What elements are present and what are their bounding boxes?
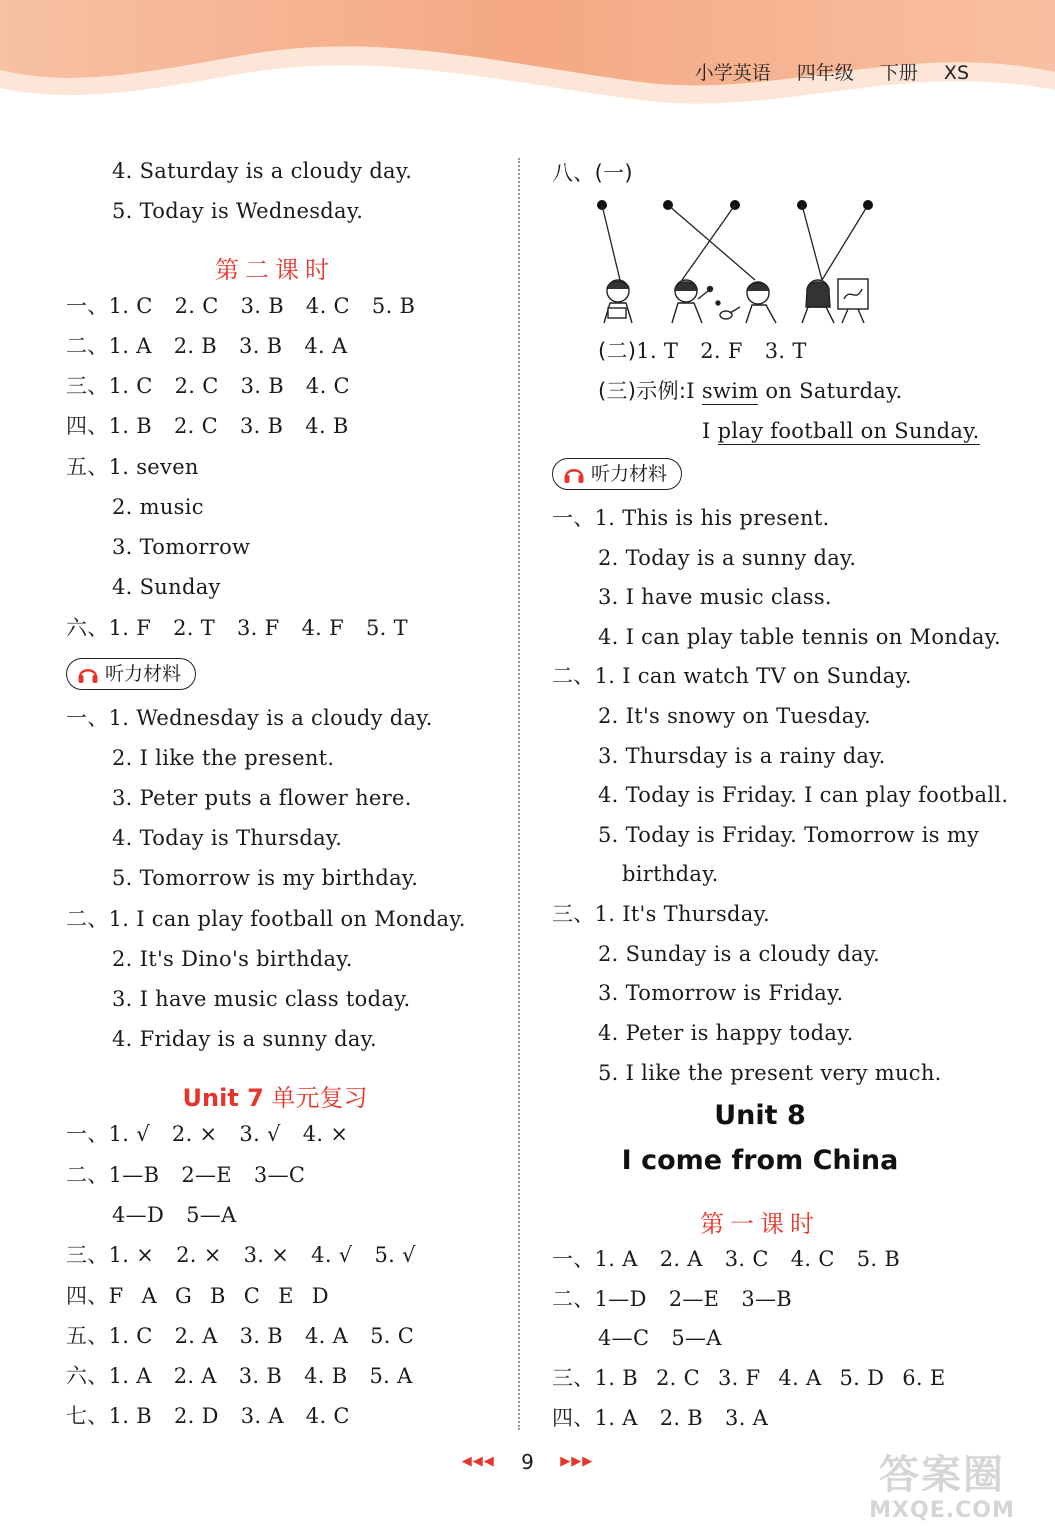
answer-row bbox=[552, 1365, 946, 1391]
answer-item: 1. A bbox=[108, 1364, 152, 1388]
tag-label: 听力材料 bbox=[591, 463, 668, 485]
script-line: 4. Today is Thursday. bbox=[112, 826, 343, 850]
script-line: 2. It's Dino's birthday. bbox=[112, 947, 353, 971]
answer-row bbox=[66, 373, 372, 399]
answer-row bbox=[552, 901, 770, 927]
answer-item: 5. B bbox=[371, 294, 416, 318]
answer-item: 4. A bbox=[305, 1324, 349, 1348]
section-label: 二、 bbox=[552, 664, 595, 688]
header-volume: 下册 bbox=[879, 62, 918, 84]
answer-item: 1. × bbox=[108, 1243, 155, 1267]
answer-item: 2. C bbox=[173, 414, 218, 438]
answer-item: 3—B bbox=[741, 1287, 793, 1311]
watermark-url: MXQE.COM bbox=[869, 1498, 1015, 1523]
answer-item: 3. F bbox=[717, 1366, 761, 1390]
answer-row bbox=[598, 338, 829, 364]
example-text: on Saturday. bbox=[758, 379, 903, 403]
answer-item: 1. B bbox=[108, 1404, 152, 1428]
answer-row bbox=[66, 615, 430, 641]
section-label: 一、 bbox=[66, 706, 109, 730]
headphones-icon bbox=[77, 664, 99, 684]
section-label: 七、 bbox=[66, 1404, 109, 1428]
answer-item: 1. A bbox=[108, 334, 152, 358]
answer-item: 1—B bbox=[108, 1163, 160, 1187]
answer-item: 6. E bbox=[902, 1366, 946, 1390]
answer-item: 3. √ bbox=[239, 1122, 281, 1146]
underlined-answer: swim bbox=[701, 379, 759, 403]
section-label: 六、 bbox=[66, 616, 109, 640]
answer-item: 4. C bbox=[790, 1247, 835, 1271]
section-label: (二) bbox=[598, 339, 637, 363]
answer-item: B bbox=[210, 1284, 226, 1308]
listening-material-tag bbox=[66, 658, 196, 690]
answer-item: 3. A bbox=[725, 1406, 769, 1430]
answer-item: 1. seven bbox=[108, 455, 199, 479]
script-line: 5. Tomorrow is my birthday. bbox=[112, 866, 419, 890]
column-divider bbox=[518, 158, 520, 1430]
answer-item: 3. B bbox=[239, 334, 283, 358]
section-label: 二、 bbox=[66, 907, 109, 931]
script-line: 3. I have music class. bbox=[598, 585, 832, 609]
answer-row bbox=[66, 1403, 372, 1429]
watermark-logo bbox=[847, 1452, 1037, 1532]
script-line: 3. Peter puts a flower here. bbox=[112, 786, 412, 810]
section-label: 三、 bbox=[66, 1243, 109, 1267]
child-reading-icon bbox=[604, 280, 632, 323]
answer-item: 5—A bbox=[671, 1326, 722, 1350]
answer-item: 3—C bbox=[253, 1163, 306, 1187]
answer-item: 2. D bbox=[173, 1404, 219, 1428]
section-label: 一、 bbox=[66, 1122, 109, 1146]
answer-item: 5. T bbox=[365, 616, 408, 640]
answer-line: 5. Today is Wednesday. bbox=[112, 199, 364, 223]
left-arrows-icon: ◀◀◀ bbox=[461, 1454, 495, 1469]
answer-item: 3. B bbox=[238, 1364, 283, 1388]
unit-review-title: 单元复习 bbox=[271, 1084, 368, 1112]
answer-item: A bbox=[141, 1284, 157, 1308]
lesson-heading: 第二课时 bbox=[215, 256, 335, 284]
script-line: 4. Friday is a sunny day. bbox=[112, 1027, 378, 1051]
lesson-heading: 第一课时 bbox=[700, 1210, 820, 1238]
answer-item: 3. B bbox=[239, 414, 284, 438]
answer-row bbox=[552, 1405, 790, 1431]
answer-row bbox=[66, 333, 369, 359]
child-table-tennis-icon bbox=[716, 282, 776, 323]
answer-item: 4. C bbox=[305, 374, 350, 398]
answer-item: 2. A bbox=[174, 1324, 218, 1348]
section-label: 四、 bbox=[66, 414, 109, 438]
example-line bbox=[702, 418, 980, 444]
answer-line: 3. Tomorrow bbox=[112, 535, 251, 559]
section-label: 四、 bbox=[66, 1284, 109, 1308]
answer-item: 3. B bbox=[239, 1324, 284, 1348]
answer-item: 2. B bbox=[173, 334, 218, 358]
answer-item: 3. × bbox=[243, 1243, 290, 1267]
answer-item: F bbox=[108, 1284, 124, 1308]
answer-row bbox=[552, 505, 830, 531]
section-label: 二、 bbox=[66, 1163, 109, 1187]
section-label: 一、 bbox=[552, 506, 595, 530]
section-label-text: 八、(一) bbox=[552, 161, 633, 185]
script-line: 3. Tomorrow is Friday. bbox=[598, 981, 844, 1005]
answer-item: 2—E bbox=[181, 1163, 232, 1187]
answer-item: 1. A bbox=[594, 1406, 638, 1430]
script-line: 2. I like the present. bbox=[112, 746, 335, 770]
section-label: (三)示例: bbox=[598, 379, 687, 403]
answer-item: 2. C bbox=[174, 294, 219, 318]
answer-row bbox=[112, 1202, 259, 1228]
answer-item: 3. T bbox=[764, 339, 807, 363]
answer-item: C bbox=[243, 1284, 261, 1308]
underlined-answer: play football on Sunday. bbox=[717, 419, 980, 443]
header-info bbox=[675, 58, 969, 85]
script-line: 1. This is his present. bbox=[594, 506, 830, 530]
answer-row bbox=[66, 1283, 347, 1309]
script-line: 1. It's Thursday. bbox=[594, 902, 770, 926]
answer-row bbox=[66, 1162, 327, 1188]
page-number: 9 bbox=[521, 1449, 534, 1474]
answer-item: 3. B bbox=[240, 374, 284, 398]
section-label: 五、 bbox=[66, 455, 109, 479]
script-line: 1. I can watch TV on Sunday. bbox=[594, 664, 912, 688]
answer-item: 2. A bbox=[659, 1247, 703, 1271]
answer-item: 1. C bbox=[108, 374, 153, 398]
section-label: 三、 bbox=[552, 1366, 595, 1390]
section-label: 一、 bbox=[552, 1247, 595, 1271]
answer-item: 4—C bbox=[598, 1326, 650, 1350]
answer-item: 2—E bbox=[668, 1287, 720, 1311]
headphones-icon bbox=[563, 464, 585, 484]
answer-item: 4—D bbox=[112, 1203, 165, 1227]
unit-review-heading bbox=[120, 1078, 430, 1113]
answer-item: 5. B bbox=[856, 1247, 901, 1271]
script-line: 2. Sunday is a cloudy day. bbox=[598, 942, 881, 966]
child-singing-icon bbox=[672, 280, 713, 323]
answer-item: 4. B bbox=[304, 1364, 348, 1388]
example-text: I bbox=[686, 379, 702, 403]
section-label: 三、 bbox=[552, 902, 595, 926]
right-arrows-icon: ▶▶▶ bbox=[560, 1454, 594, 1469]
answer-item: 1. C bbox=[108, 294, 153, 318]
answer-item: E bbox=[278, 1284, 294, 1308]
answer-line: 4. Saturday is a cloudy day. bbox=[112, 159, 413, 183]
answer-row bbox=[552, 663, 912, 689]
answer-line: 2. music bbox=[112, 495, 204, 519]
answer-row bbox=[66, 906, 466, 932]
answer-item: 1. A bbox=[594, 1247, 638, 1271]
unit-number: Unit 7 bbox=[182, 1084, 264, 1112]
section-label: 四、 bbox=[552, 1406, 595, 1430]
answer-item: 1. C bbox=[108, 1324, 153, 1348]
script-line: 4. I can play table tennis on Monday. bbox=[598, 625, 1002, 649]
answer-item: 1. T bbox=[636, 339, 679, 363]
answer-item: 1. B bbox=[108, 414, 152, 438]
header-edition: XS bbox=[943, 62, 969, 84]
answer-item: 2. A bbox=[173, 1364, 217, 1388]
answer-row bbox=[66, 1363, 435, 1389]
section-label: 一、 bbox=[66, 294, 109, 318]
answer-item: 3. A bbox=[240, 1404, 284, 1428]
answer-item: 2. C bbox=[174, 374, 219, 398]
answer-item: G bbox=[174, 1284, 193, 1308]
script-line: birthday. bbox=[622, 862, 719, 886]
answer-item: 4. C bbox=[305, 1404, 350, 1428]
example-text: I bbox=[702, 419, 718, 443]
script-line: 5. I like the present very much. bbox=[598, 1061, 942, 1085]
answer-item: 1. F bbox=[108, 616, 152, 640]
answer-item: 5—A bbox=[186, 1203, 237, 1227]
answer-item: 2. T bbox=[173, 616, 216, 640]
section-label bbox=[552, 160, 633, 186]
unit-heading: Unit 8 bbox=[714, 1100, 806, 1131]
script-line: 2. It's snowy on Tuesday. bbox=[598, 704, 871, 728]
answer-item: 2. × bbox=[176, 1243, 222, 1267]
script-line: 3. I have music class today. bbox=[112, 987, 411, 1011]
listening-material-tag bbox=[552, 458, 682, 490]
header-subject: 小学英语 bbox=[694, 62, 771, 84]
answer-item: 2. C bbox=[655, 1366, 700, 1390]
answer-row bbox=[598, 1325, 744, 1351]
child-drawing-icon bbox=[802, 279, 868, 323]
tag-label: 听力材料 bbox=[105, 663, 182, 685]
answer-item: 3. B bbox=[240, 294, 284, 318]
answer-row bbox=[66, 413, 371, 439]
answer-item: 3. C bbox=[724, 1247, 769, 1271]
answer-item: 5. √ bbox=[374, 1243, 416, 1267]
answer-row bbox=[66, 705, 433, 731]
answer-item: 3. F bbox=[237, 616, 280, 640]
answer-item: 1. B bbox=[594, 1366, 638, 1390]
script-line: 2. Today is a sunny day. bbox=[598, 546, 857, 570]
watermark-logo-text: 答案圈 bbox=[879, 1452, 1005, 1498]
script-line: 1. I can play football on Monday. bbox=[108, 907, 466, 931]
section-label: 三、 bbox=[66, 374, 109, 398]
answer-item: 4. A bbox=[304, 334, 348, 358]
answer-row bbox=[66, 293, 437, 319]
answer-row bbox=[552, 1286, 814, 1312]
answer-item: 4. C bbox=[305, 294, 350, 318]
answer-item: 5. D bbox=[839, 1366, 885, 1390]
answer-row bbox=[66, 1121, 370, 1147]
answer-item: 5. C bbox=[370, 1324, 415, 1348]
section-label: 二、 bbox=[66, 334, 109, 358]
answer-item: 4. B bbox=[305, 414, 349, 438]
answer-item: 2. F bbox=[700, 339, 743, 363]
answer-item: 2. B bbox=[659, 1406, 704, 1430]
answer-item: 4. A bbox=[778, 1366, 822, 1390]
matching-diagram bbox=[590, 195, 880, 327]
header-grade: 四年级 bbox=[796, 62, 854, 84]
script-line: 3. Thursday is a rainy day. bbox=[598, 744, 886, 768]
section-label: 五、 bbox=[66, 1324, 109, 1348]
script-line: 1. Wednesday is a cloudy day. bbox=[108, 706, 433, 730]
section-label: 六、 bbox=[66, 1364, 109, 1388]
answer-row bbox=[66, 1323, 436, 1349]
answer-line: 4. Sunday bbox=[112, 575, 221, 599]
answer-item: 2. × bbox=[171, 1122, 218, 1146]
answer-row bbox=[66, 1242, 438, 1268]
script-line: 4. Today is Friday. I can play football. bbox=[598, 783, 1009, 807]
unit-title: I come from China bbox=[621, 1145, 899, 1176]
section-label: 二、 bbox=[552, 1287, 595, 1311]
answer-item: 4. × bbox=[302, 1122, 349, 1146]
answer-row bbox=[66, 454, 199, 480]
answer-item: 1—D bbox=[594, 1287, 647, 1311]
answer-item: 4. F bbox=[301, 616, 344, 640]
answer-item: D bbox=[311, 1284, 329, 1308]
script-line: 5. Today is Friday. Tomorrow is my bbox=[598, 823, 980, 847]
answer-row bbox=[552, 1246, 922, 1272]
answer-item: 1. √ bbox=[108, 1122, 150, 1146]
answer-item: 4. √ bbox=[311, 1243, 353, 1267]
answer-item: 5. A bbox=[369, 1364, 413, 1388]
example-line bbox=[598, 378, 902, 404]
script-line: 4. Peter is happy today. bbox=[598, 1021, 854, 1045]
